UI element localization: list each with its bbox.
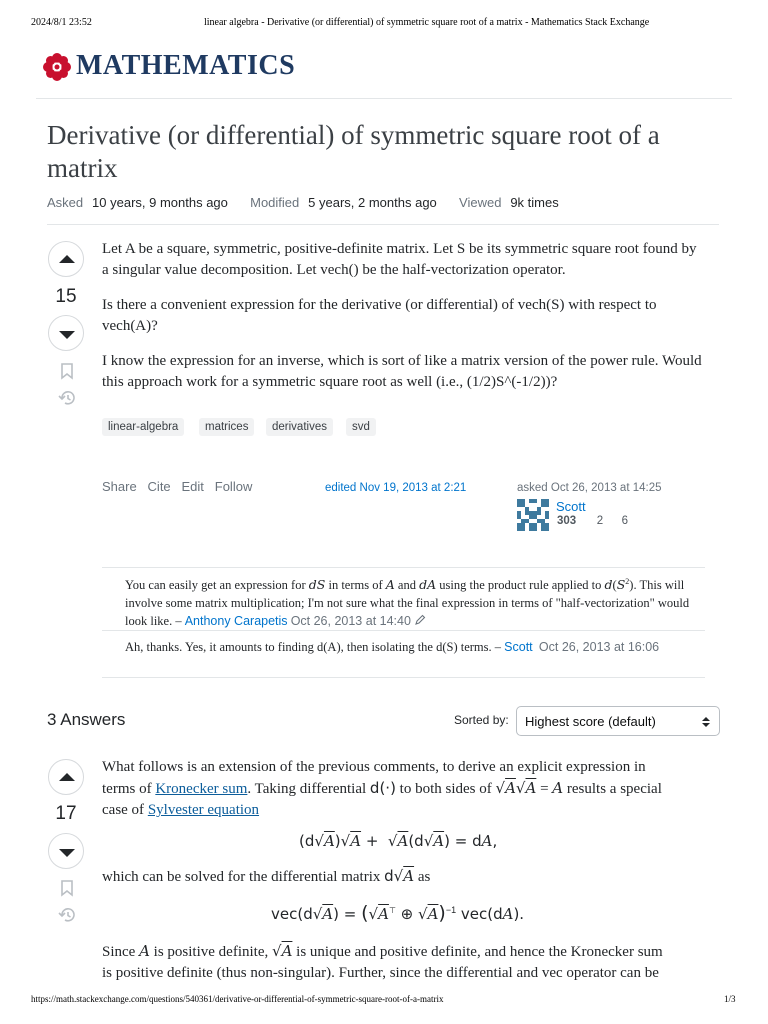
user-name[interactable]: Scott (556, 499, 586, 514)
sylvester-equation-link[interactable]: Sylvester equation (147, 802, 260, 818)
user-avatar[interactable] (517, 499, 549, 531)
comment-user-link[interactable]: Anthony Carapetis (184, 614, 288, 629)
equation-1: (d√A)√A + √A(d√A) = dA, (299, 832, 498, 850)
user-reputation: 303 2 6 (557, 515, 629, 527)
history-icon[interactable] (57, 906, 75, 924)
print-page: 1/3 (724, 994, 736, 1004)
bookmark-icon[interactable] (58, 879, 76, 897)
answer-body-2: which can be solved for the differential matrix d√A as (102, 867, 431, 885)
upvote-icon (58, 253, 76, 265)
question-paragraph: Is there a convenient expression for the derivative (or differential) of vech(S) with respect to vech(A)? (102, 297, 657, 334)
question-meta: Asked 10 years, 9 months ago Modified 5 years, 2 months ago Viewed 9k times (47, 195, 559, 210)
answer-body-3: Since A is positive definite, √A is unique and positive definite, and hence the Kronecker sum is positive definite (thus non-singular). Further, since the differential and vec operator can be (102, 942, 663, 981)
sort-select-icon (701, 716, 711, 728)
kronecker-sum-link[interactable]: Kronecker sum (155, 781, 248, 797)
comment-2: Ah, thanks. Yes, it amounts to finding d(A), then isolating the d(S) terms. – Scott Oct 26, 2013 at 16:06 (125, 640, 660, 654)
answer-body: What follows is an extension of the previous comments, to derive an explicit expression in terms of Kronecker sum. Taking differential d(·) to both sides of √A√A = A results a special case of Sylvester equation (102, 759, 662, 818)
tag-linear-algebra[interactable]: linear-algebra (102, 418, 184, 436)
answers-count: 3 Answers (47, 710, 126, 729)
downvote-icon (58, 329, 76, 341)
question-paragraph: I know the expression for an inverse, which is sort of like a matrix version of the power rule. Would this approach work for a symmetric square root as well (i.e., (1/2)S^(-1/2))? (102, 353, 702, 390)
question-title[interactable]: Derivative (or differential) of symmetric square root of a matrix (47, 120, 660, 183)
edited-link[interactable]: edited Nov 19, 2013 at 2:21 (325, 482, 467, 494)
asked-date: asked Oct 26, 2013 at 14:25 (517, 482, 662, 494)
downvote-icon (58, 847, 76, 859)
comment-user-link[interactable]: Scott (504, 640, 533, 654)
post-menu (102, 479, 252, 494)
answer-vote-count: 17 (55, 803, 77, 824)
equation-2: vec(d√A) = (√A⊤ ⊕ √A)$^{-1}$ vec(dA). (271, 902, 525, 924)
question-vote-count: 15 (55, 286, 77, 307)
edit-link[interactable]: Edit (181, 479, 204, 494)
downvote-button[interactable] (48, 315, 84, 351)
edit-pencil-icon (414, 613, 426, 631)
upvote-button[interactable] (48, 241, 84, 277)
question-body (102, 239, 702, 393)
tag-svd[interactable]: svd (346, 418, 376, 436)
print-url: https://math.stackexchange.com/questions/540361/derivative-or-differential-of-symmetric-square-root-of-a-matrix (31, 994, 444, 1004)
site-name[interactable]: MATHEMATICS (76, 50, 296, 81)
follow-link[interactable]: Follow (214, 479, 253, 494)
comment-1: You can easily get an expression for dS in terms of A and dA using the product rule applied to $d(S^2)$. This will involve some matrix multiplication; I'm not sure what the final expression in terms of "half-vectorization" would look like. – Anthony Carapetis Oct 26, 2013 at 14:40 (125, 573, 695, 631)
answer-downvote-button[interactable] (48, 833, 84, 869)
print-doc-title: linear algebra - Derivative (or differential) of symmetric square root of a matrix - Mathematics Stack Exchange (204, 17, 650, 28)
print-datetime: 2024/8/1 23:52 (31, 17, 92, 28)
site-logo-icon[interactable] (42, 52, 72, 82)
answer-upvote-button[interactable] (48, 759, 84, 795)
sorted-by-label: Sorted by: (454, 713, 509, 727)
question-paragraph: Let A be a square, symmetric, positive-definite matrix. Let S be its symmetric square root found by a singular value decomposition. Let vech() be the half-vectorization operator. (102, 241, 697, 278)
history-icon[interactable] (57, 389, 75, 407)
tag-matrices[interactable]: matrices (199, 418, 254, 436)
bookmark-icon[interactable] (58, 362, 76, 380)
upvote-icon (58, 771, 76, 783)
sort-select[interactable]: Highest score (default) (516, 706, 720, 736)
cite-link[interactable]: Cite (147, 479, 171, 494)
share-link[interactable]: Share (102, 479, 137, 494)
tag-derivatives[interactable]: derivatives (266, 418, 333, 436)
